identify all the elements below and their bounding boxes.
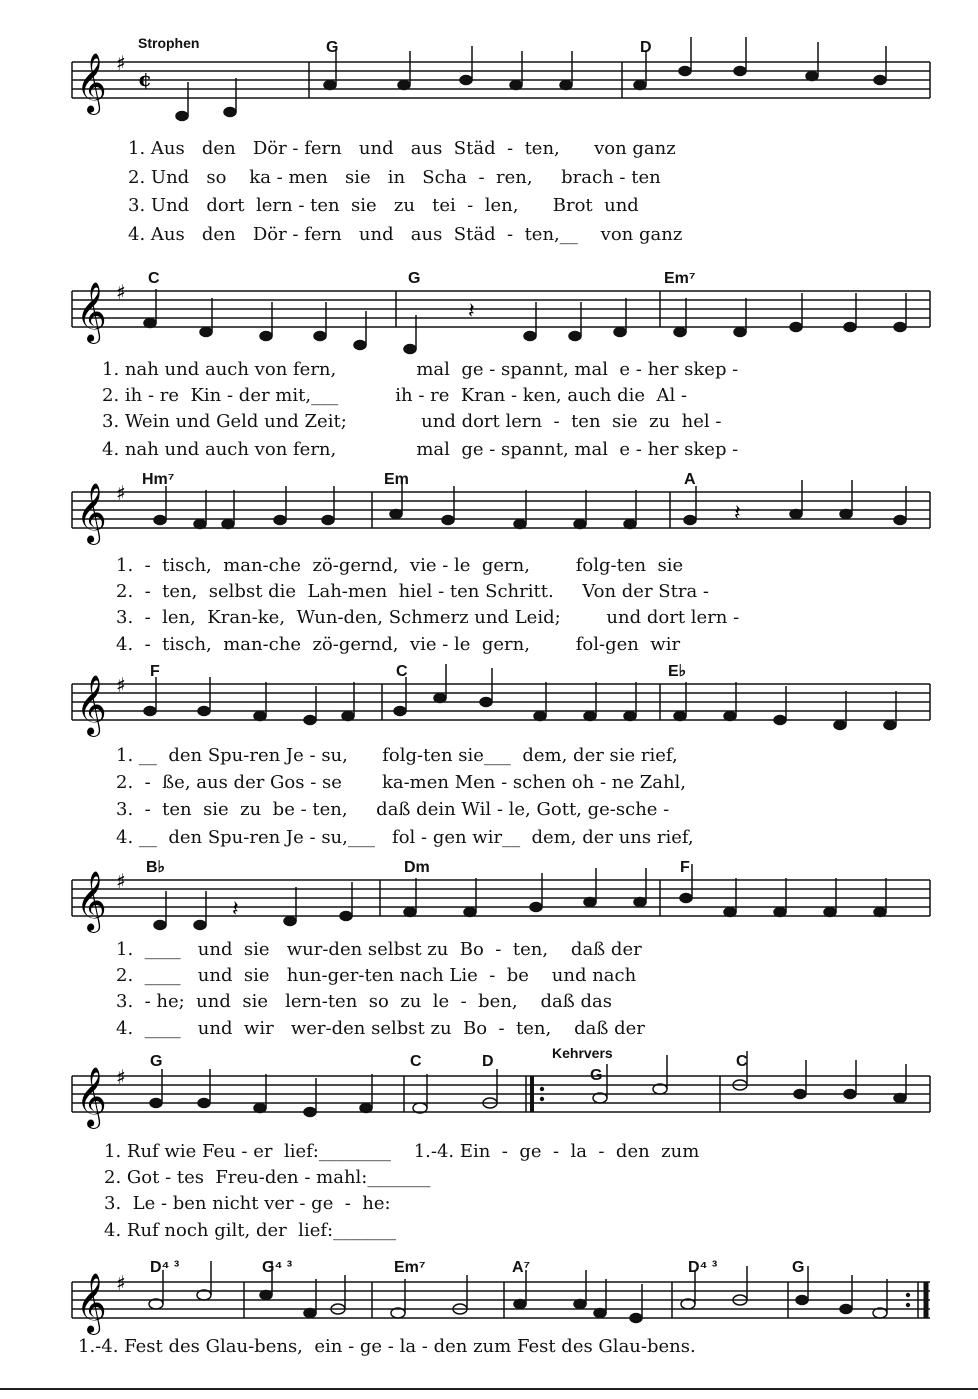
treble-clef-icon: 𝄞: [76, 1067, 107, 1127]
treble-clef-icon: 𝄞: [76, 282, 107, 342]
chord: B♭: [146, 859, 166, 876]
lyric-line-2: 2. ____ und sie hun-ger-ten nach Lie - be und nach: [116, 965, 637, 986]
chord: Em: [384, 471, 409, 488]
lyric-line-2: 2. ih - re Kin - der mit,___ ih - re Kran - ken, auch die Al -: [102, 385, 688, 406]
system-7: [72, 1259, 930, 1357]
chord: D: [482, 1053, 494, 1070]
rest-icon: 𝄽: [734, 501, 741, 526]
lyric-line-2: 2. - ten, selbst die Lah-men hiel - ten Schritt. Von der Stra -: [116, 581, 709, 602]
sharp-icon: ♯: [116, 481, 126, 505]
lyric-line-4: 4. __ den Spu-ren Je - su,___ fol - gen wir__ dem, der uns rief,: [116, 827, 694, 848]
chord: Dm: [404, 859, 430, 876]
alla-breve-icon: ¢: [138, 67, 152, 91]
system-1: [72, 37, 930, 245]
chord: Em⁷: [664, 270, 696, 287]
notes: [176, 37, 886, 121]
sharp-icon: ♯: [116, 673, 126, 697]
chord: E♭: [668, 663, 687, 680]
lyric-line-3: 3. Wein und Geld und Zeit; und dort lern - ten sie zu hel -: [102, 411, 722, 432]
lyric-line-2: 2. - ße, aus der Gos - se ka-men Men - schen oh - ne Zahl,: [116, 772, 687, 793]
system-4: [72, 663, 930, 848]
repeat-dot-icon: [540, 1087, 544, 1091]
lyric-line-3: 3. Le - ben nicht ver - ge - he:: [104, 1193, 391, 1214]
sharp-icon: ♯: [116, 1065, 126, 1089]
chord: G: [792, 1259, 805, 1276]
lyric-line-4: 4. - tisch, man-che zö-gernd, vie - le gern, fol-gen wir: [116, 634, 681, 655]
lyric-line-1: 1.-4. Fest des Glau-bens, ein - ge - la - den zum Fest des Glau-bens.: [78, 1336, 696, 1357]
chord: C: [396, 663, 408, 680]
lyric-line-3: 3. - ten sie zu be - ten, daß dein Wil - le, Gott, ge-sche -: [116, 799, 670, 820]
lyric-line-1: 1. __ den Spu-ren Je - su, folg-ten sie___ dem, der sie rief,: [116, 745, 678, 766]
staff-lines: [72, 880, 930, 916]
sharp-icon: ♯: [116, 1271, 126, 1295]
repeat-dot-icon: [906, 1303, 910, 1307]
chord: D⁴ ³: [150, 1259, 180, 1276]
lyric-line-1: 1. Ruf wie Feu - er lief:________ 1.-4. Ein - ge - la - den zum: [104, 1141, 700, 1162]
treble-clef-icon: 𝄞: [76, 53, 107, 113]
system-3: [72, 471, 930, 655]
staff-lines: [72, 62, 930, 98]
system-5: [72, 859, 930, 1039]
lyric-line-1: 1. ____ und sie wur-den selbst zu Bo - ten, daß der: [116, 939, 642, 960]
chord: G: [150, 1053, 163, 1070]
chord: Hm⁷: [142, 471, 175, 488]
kehrvers-label: Kehrvers: [552, 1045, 613, 1061]
notes: [150, 1051, 906, 1117]
lyric-line-1: 1. Aus den Dör - fern und aus Städ - ten, von ganz: [128, 138, 676, 159]
chord: F: [150, 663, 160, 680]
treble-clef-icon: 𝄞: [76, 675, 107, 735]
lyric-line-1: 1. - tisch, man-che zö-gernd, vie - le gern, folg-ten sie: [116, 555, 684, 576]
treble-clef-icon: 𝄞: [76, 871, 107, 931]
rest-icon: 𝄽: [232, 897, 239, 922]
chord: C: [148, 270, 160, 287]
lyric-line-4: 4. ____ und wir wer-den selbst zu Bo - ten, daß der: [116, 1018, 645, 1039]
chord: A⁷: [512, 1259, 531, 1276]
system-2: [72, 270, 930, 460]
treble-clef-icon: 𝄞: [76, 483, 107, 543]
strophen-label: Strophen: [138, 35, 200, 51]
chord: F: [680, 859, 690, 876]
chord: G: [590, 1067, 603, 1084]
chord: C: [410, 1053, 422, 1070]
repeat-dot-icon: [906, 1293, 910, 1297]
notes: [154, 864, 886, 930]
lyric-line-4: 4. nah und auch von fern, mal ge - spannt, mal e - her skep -: [102, 439, 739, 460]
chord: D: [640, 39, 652, 56]
page-bottom-rule: [0, 1388, 978, 1390]
chord: G⁴ ³: [262, 1259, 293, 1276]
system-6: [72, 1051, 930, 1241]
chord: A: [684, 471, 696, 488]
chord: Em⁷: [394, 1259, 426, 1276]
rest-icon: 𝄽: [468, 299, 475, 324]
lyric-line-2: 2. Und so ka - men sie in Scha - ren, brach - ten: [128, 167, 661, 188]
repeat-dot-icon: [540, 1097, 544, 1101]
chord: C: [736, 1053, 748, 1070]
chord: D⁴ ³: [688, 1259, 718, 1276]
lyric-line-4: 4. Ruf noch gilt, der lief:_______: [104, 1220, 397, 1241]
lyric-line-1: 1. nah und auch von fern, mal ge - spannt, mal e - her skep -: [102, 359, 739, 380]
sharp-icon: ♯: [116, 869, 126, 893]
treble-clef-icon: 𝄞: [76, 1273, 107, 1333]
lyric-line-3: 3. - he; und sie lern-ten so zu le - ben, daß das: [116, 991, 613, 1012]
lyric-line-3: 3. Und dort lern - ten sie zu tei - len, Brot und: [128, 195, 639, 216]
sharp-icon: ♯: [116, 51, 126, 75]
lyric-line-4: 4. Aus den Dör - fern und aus Städ - ten,__ von ganz: [128, 224, 683, 245]
chord: G: [408, 270, 421, 287]
notes: [154, 480, 906, 529]
sharp-icon: ♯: [116, 280, 126, 304]
lyric-line-3: 3. - len, Kran-ke, Wun-den, Schmerz und Leid; und dort lern -: [116, 607, 740, 628]
chord: G: [326, 39, 339, 56]
lyric-line-2: 2. Got - tes Freu-den - mahl:_______: [104, 1167, 431, 1188]
notes: [144, 289, 906, 354]
